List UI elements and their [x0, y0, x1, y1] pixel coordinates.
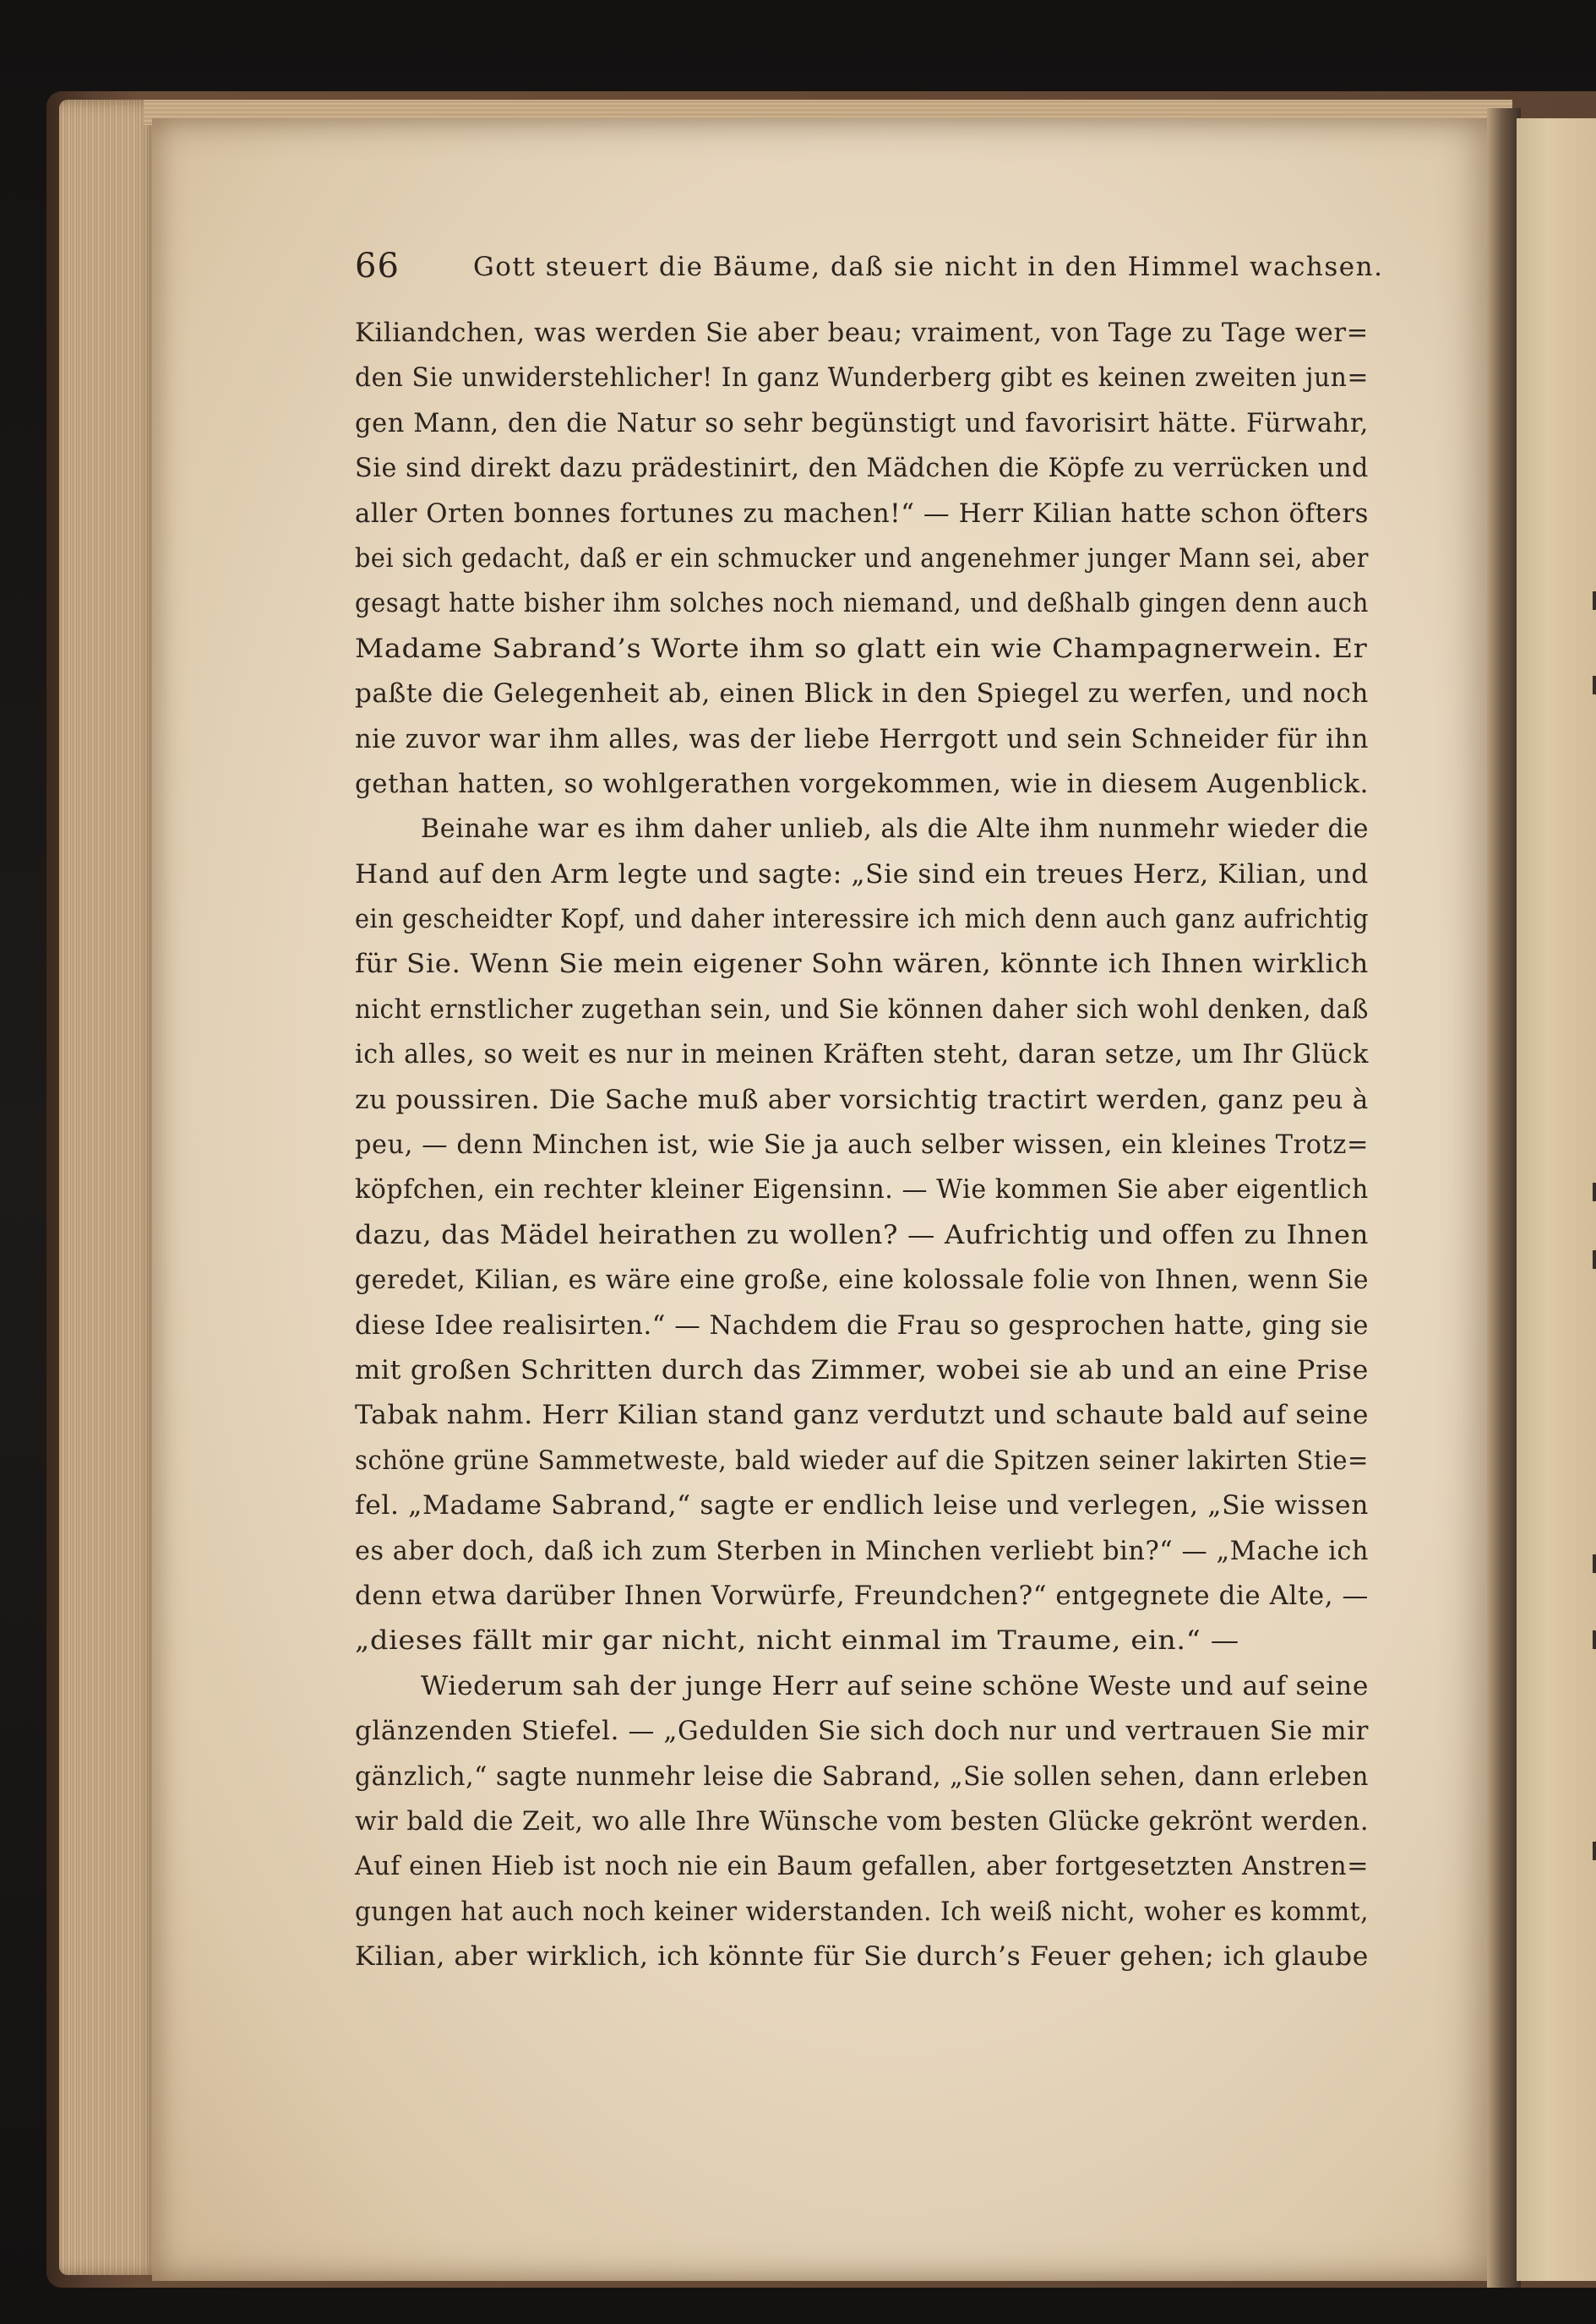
text-line: wir bald die Zeit, wo alle Ihre Wünsche vom besten Glücke gekrönt werden.: [355, 1805, 1370, 1837]
text-line: es aber doch, daß ich zum Sterben in Minchen verliebt bin?“ — „Mache ich: [355, 1535, 1370, 1566]
text-line: peu, — denn Minchen ist, wie Sie ja auch selber wissen, ein kleines Trotz=: [355, 1129, 1370, 1161]
facing-page-fragment: [1593, 1842, 1596, 1860]
facing-page-fragment: [1593, 1183, 1596, 1201]
body-text: [355, 311, 1369, 1979]
facing-page-fragment: [1593, 1630, 1596, 1649]
text-line: Hand auf den Arm legte und sagte: „Sie sind ein treues Herz, Kilian, und: [355, 858, 1369, 890]
text-line: Sie sind direkt dazu prädestinirt, den Mädchen die Köpfe zu verrücken und: [355, 453, 1369, 484]
text-line: geredet, Kilian, es wäre eine große, eine kolossale folie von Ihnen, wenn Sie: [355, 1265, 1370, 1296]
text-line: nie zuvor war ihm alles, was der liebe Herrgott und sein Schneider für ihn: [355, 723, 1369, 754]
text-line: gethan hatten, so wohlgerathen vorgekommen, wie in diesem Augenblick.: [355, 768, 1369, 799]
text-line: Wiederum sah der junge Herr auf seine schöne Weste und auf seine: [421, 1670, 1370, 1701]
facing-page-fragment: [1593, 1250, 1596, 1269]
text-line: Tabak nahm. Herr Kilian stand ganz verdutzt und schaute bald auf seine: [355, 1400, 1370, 1431]
page-edges: [59, 100, 161, 2275]
text-line: gen Mann, den die Natur so sehr begünstigt und favorisirt hätte. Fürwahr,: [355, 407, 1369, 438]
facing-page-fragment: [1593, 1554, 1596, 1573]
text-line: Auf einen Hieb ist noch nie ein Baum gefallen, aber fortgesetzten Anstren=: [355, 1851, 1370, 1882]
text-line: gänzlich,“ sagte nunmehr leise die Sabrand, „Sie sollen sehen, dann erleben: [355, 1761, 1370, 1792]
text-line: gesagt hatte bisher ihm solches noch niemand, und deßhalb gingen denn auch: [355, 588, 1369, 619]
facing-page-fragment: [1593, 591, 1596, 610]
text-line: Kiliandchen, was werden Sie aber beau; vraiment, von Tage zu Tage wer=: [355, 318, 1369, 348]
text-line: aller Orten bonnes fortunes zu machen!“ — Herr Kilian hatte schon öfters: [355, 498, 1370, 529]
page-header: [355, 247, 1384, 289]
text-line: für Sie. Wenn Sie mein eigener Sohn wären, könnte ich Ihnen wirklich: [355, 949, 1369, 980]
running-title: Gott steuert die Bäume, daß sie nicht in den Himmel wachsen.: [473, 252, 1384, 282]
text-line: Kilian, aber wirklich, ich könnte für Sie durch’s Feuer gehen; ich glaube: [355, 1941, 1369, 1973]
text-line: ich alles, so weit es nur in meinen Kräften steht, daran setze, um Ihr Glück: [355, 1039, 1369, 1070]
text-line: glänzenden Stiefel. — „Gedulden Sie sich doch nur und vertrauen Sie mir: [355, 1716, 1370, 1747]
text-line: paßte die Gelegenheit ab, einen Blick in den Spiegel zu werfen, und noch: [355, 678, 1370, 710]
text-line: denn etwa darüber Ihnen Vorwürfe, Freundchen?“ entgegnete die Alte, —: [355, 1580, 1369, 1611]
text-line: köpfchen, ein rechter kleiner Eigensinn. — Wie kommen Sie aber eigentlich: [355, 1174, 1369, 1206]
text-line: zu poussiren. Die Sache muß aber vorsichtig tractirt werden, ganz peu à: [355, 1084, 1369, 1115]
text-line: den Sie unwiderstehlicher! In ganz Wunderberg gibt es keinen zweiten jun=: [355, 362, 1369, 394]
text-line: bei sich gedacht, daß er ein schmucker und angenehmer junger Mann sei, aber: [355, 542, 1370, 574]
text-line: fel. „Madame Sabrand,“ sagte er endlich leise und verlegen, „Sie wissen: [355, 1490, 1370, 1521]
facing-page-fragment: [1593, 676, 1596, 694]
text-line: nicht ernstlicher zugethan sein, und Sie können daher sich wohl denken, daß: [355, 993, 1369, 1025]
text-line: „dieses fällt mir gar nicht, nicht einmal im Traume, ein.“ —: [355, 1625, 1239, 1657]
text-line: diese Idee realisirten.“ — Nachdem die Frau so gesprochen hatte, ging sie: [355, 1309, 1370, 1341]
text-line: Madame Sabrand’s Worte ihm so glatt ein wie Champagnerwein. Er: [355, 633, 1368, 664]
text-line: mit großen Schritten durch das Zimmer, wobei sie ab und an eine Prise: [355, 1354, 1370, 1385]
facing-page-edge: [1517, 118, 1596, 2281]
text-line: schöne grüne Sammetweste, bald wieder auf die Spitzen seiner lakirten Stie=: [355, 1445, 1369, 1476]
text-line: gungen hat auch noch keiner widerstanden. Ich weiß nicht, woher es kommt,: [355, 1896, 1370, 1927]
book-gutter: [1487, 108, 1521, 2288]
page-number: 66: [355, 247, 400, 286]
text-line: ein gescheidter Kopf, und daher interessire ich mich denn auch ganz aufrichtig: [355, 904, 1370, 935]
text-line: dazu, das Mädel heirathen zu wollen? — Aufrichtig und offen zu Ihnen: [355, 1219, 1370, 1250]
text-line: Beinahe war es ihm daher unlieb, als die Alte ihm nunmehr wieder die: [421, 814, 1370, 845]
